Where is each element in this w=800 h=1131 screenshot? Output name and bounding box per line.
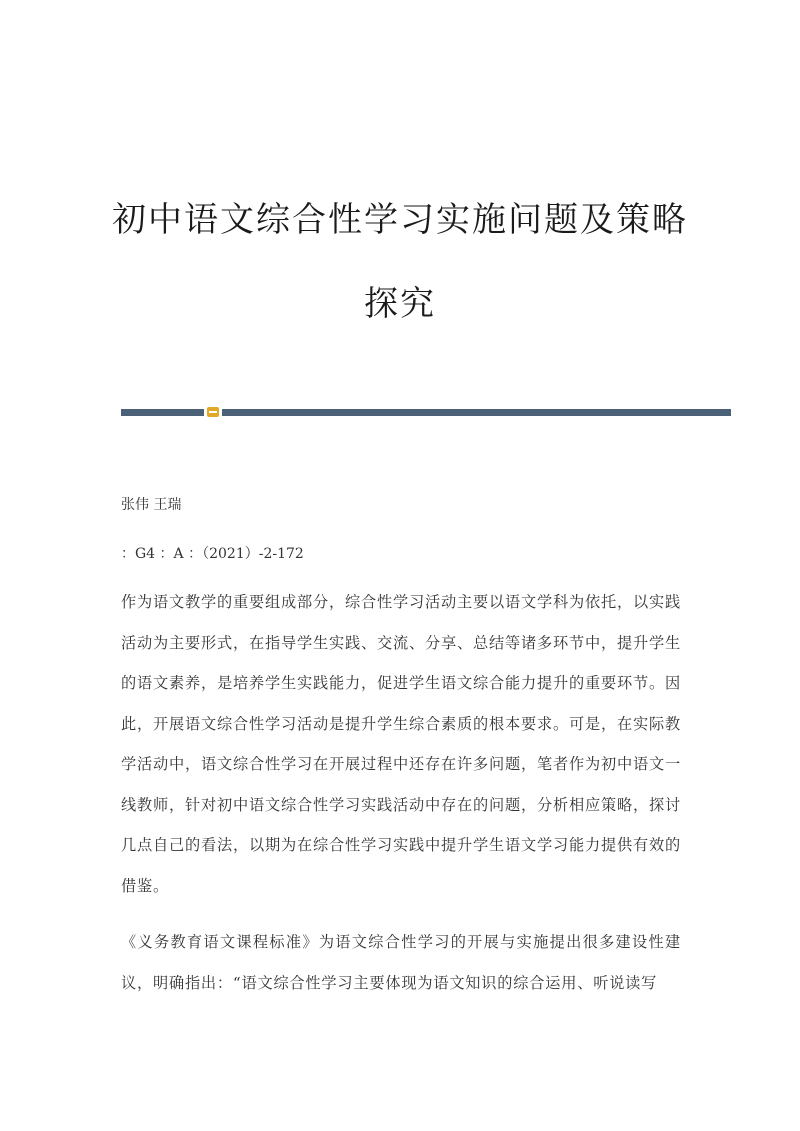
book-icon xyxy=(207,407,219,417)
body-paragraph-1: 作为语文教学的重要组成部分，综合性学习活动主要以语文学科为依托，以实践活动为主要形式，在指导学生实践、交流、分享、总结等诸多环节中，提升学生的语文素养，是培养学生实践能力，促进学生语文综合能力提升的重要环节。因此，开展语文综合性学习活动是提升学生综合素质的根本要求。可是，在实际教学活动中，语文综合性学习在开展过程中还存在许多问题，笔者作为初中语文一线教师，针对初中语文综合性学习实践活动中存在的问题，分析相应策略，探讨几点自己的看法，以期为在综合性学习实践中提升学生语文学习能力提供有效的借鉴。 xyxy=(121,593,681,895)
author-line: 张伟 王瑞 xyxy=(121,497,182,513)
divider-bar-right xyxy=(222,409,731,416)
classification-line: ：G4 ：A ：（2021）-2-172 xyxy=(121,546,304,562)
title-divider xyxy=(121,409,731,416)
divider-bar-left xyxy=(121,409,204,416)
document-title: 初中语文综合性学习实施问题及策略探究 xyxy=(112,200,688,324)
body-paragraph-2: 《义务教育语文课程标准》为语文综合性学习的开展与实施提出很多建设性建议，明确指出：“语文综合性学习主要体现为语文知识的综合运用、听说读写 xyxy=(121,933,681,992)
